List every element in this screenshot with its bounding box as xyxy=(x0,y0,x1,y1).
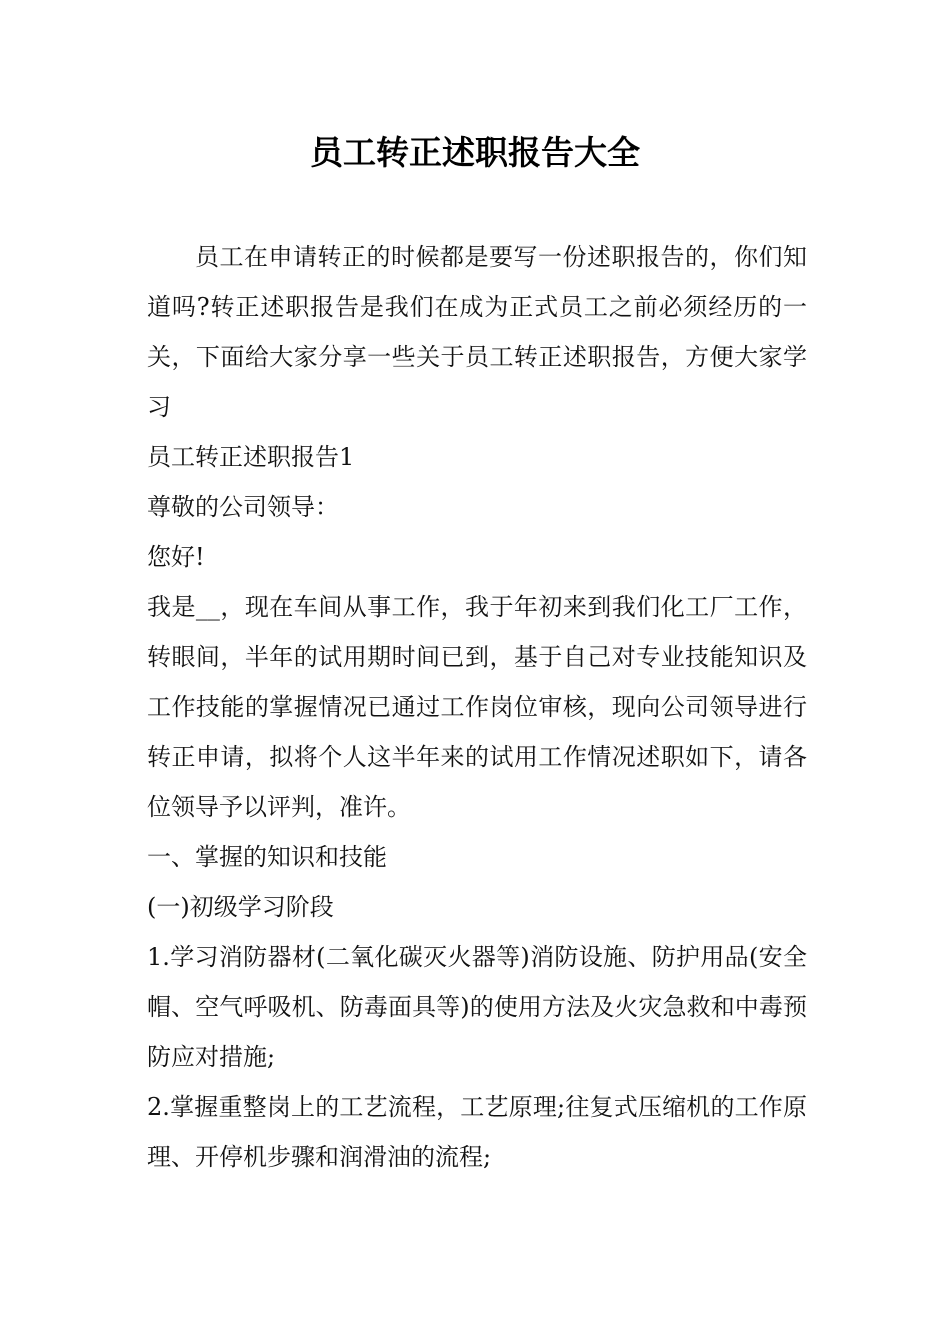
section-heading: 员工转正述职报告1 xyxy=(147,443,355,471)
salutation: 尊敬的公司领导： xyxy=(147,493,339,521)
subsection-heading: 一、掌握的知识和技能 xyxy=(147,843,387,871)
list-item: 2.掌握重整岗上的工艺流程，工艺原理;往复式压缩机的工作原理、开停机步骤和润滑油的流程; xyxy=(147,1093,807,1171)
document-title: 员工转正述职报告大全 xyxy=(310,133,640,172)
intro-paragraph: 员工在申请转正的时候都是要写一份述职报告的，你们知道吗?转正述职报告是我们在成为正式员工之前必须经历的一关，下面给大家分享一些关于员工转正述职报告，方便大家学习 xyxy=(147,243,807,421)
document-body xyxy=(147,232,807,1182)
body-paragraph: 我是__，现在车间从事工作，我于年初来到我们化工厂工作，转眼间，半年的试用期时间已到，基于自己对专业技能知识及工作技能的掌握情况已通过工作岗位审核，现向公司领导进行转正申请，拟将个人这半年来的试用工作情况述职如下，请各位领导予以评判，准许。 xyxy=(147,593,807,821)
subsection-heading: (一)初级学习阶段 xyxy=(147,893,334,921)
greeting: 您好! xyxy=(147,543,205,571)
list-item: 1.学习消防器材(二氧化碳灭火器等)消防设施、防护用品(安全帽、空气呼吸机、防毒面具等)的使用方法及火灾急救和中毒预防应对措施; xyxy=(147,943,807,1071)
